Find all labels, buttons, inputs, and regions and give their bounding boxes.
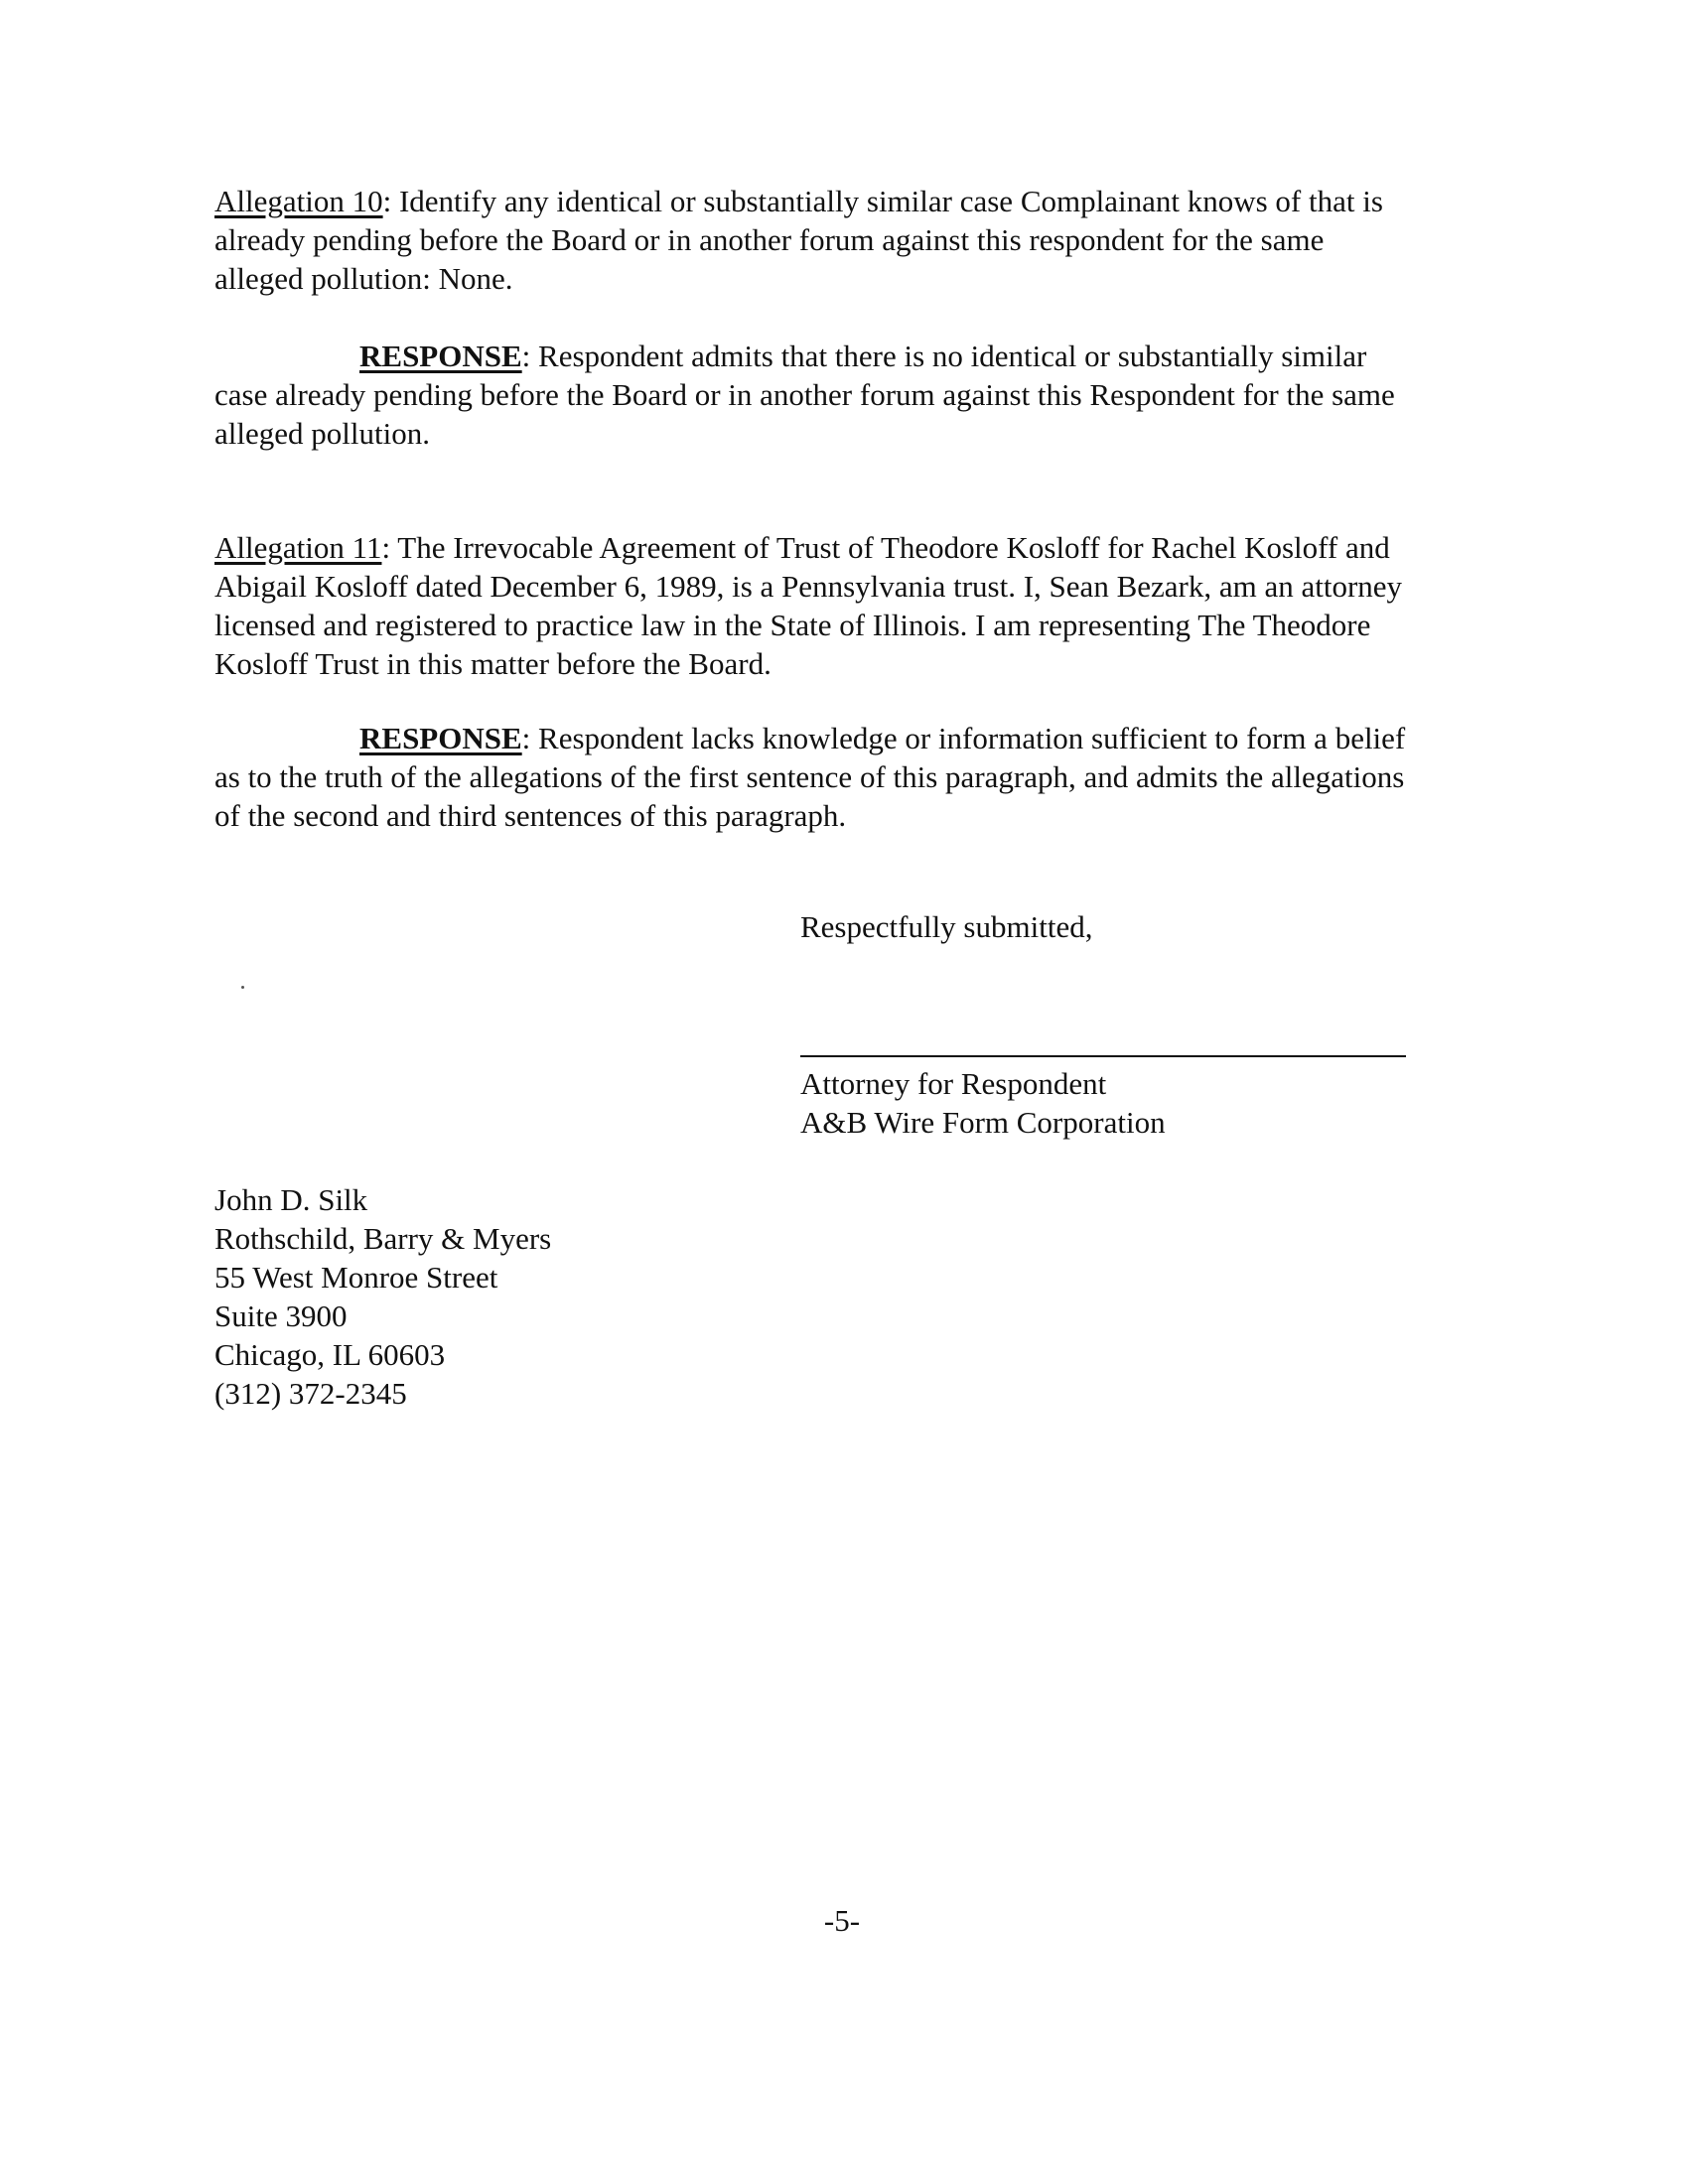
signature-title: Attorney for Respondent	[800, 1066, 1107, 1101]
allegation-10-paragraph	[214, 182, 1505, 298]
street-address: 55 West Monroe Street	[214, 1260, 498, 1295]
response-10-line-2: case already pending before the Board or in another forum against this Respondent for the same	[214, 377, 1395, 412]
response-11-line-2: as to the truth of the allegations of the first sentence of this paragraph, and admits the allegations	[214, 759, 1405, 794]
scan-artifact-dot	[241, 986, 244, 989]
response-11-line-1: RESPONSE: Respondent lacks knowledge or information sufficient to form a belief	[359, 721, 1406, 755]
allegation-11-label: Allegation 11	[214, 530, 382, 565]
allegation-11-line-3: licensed and registered to practice law in the State of Illinois. I am representing The Theodore	[214, 608, 1371, 642]
signature-company: A&B Wire Form Corporation	[800, 1105, 1166, 1140]
response-11-label: RESPONSE	[359, 721, 522, 755]
attorney-name: John D. Silk	[214, 1182, 368, 1217]
closing-salutation: Respectfully submitted,	[800, 909, 1093, 944]
allegation-11-line-2: Abigail Kosloff dated December 6, 1989, is a Pennsylvania trust. I, Sean Bezark, am an attorney	[214, 569, 1403, 604]
allegation-10-label: Allegation 10	[214, 184, 383, 218]
response-10-paragraph	[214, 337, 1505, 453]
suite: Suite 3900	[214, 1298, 348, 1333]
allegation-10-line-3: alleged pollution: None.	[214, 261, 513, 296]
response-10-label: RESPONSE	[359, 339, 522, 373]
allegation-11-line-1: Allegation 11: The Irrevocable Agreement of Trust of Theodore Kosloff for Rachel Kosloff and	[214, 530, 1390, 565]
allegation-11-paragraph	[214, 528, 1505, 683]
phone-number: (312) 372-2345	[214, 1376, 407, 1411]
response-10-line-1: RESPONSE: Respondent admits that there is no identical or substantially similar	[359, 339, 1367, 373]
allegation-11-line-4: Kosloff Trust in this matter before the Board.	[214, 646, 772, 681]
attorney-address-block	[214, 1180, 551, 1413]
signature-block	[800, 1064, 1166, 1142]
page-number: -5-	[823, 1903, 861, 1938]
law-firm: Rothschild, Barry & Myers	[214, 1221, 552, 1256]
allegation-10-line-2: already pending before the Board or in another forum against this respondent for the same	[214, 222, 1325, 257]
response-11-line-3: of the second and third sentences of this paragraph.	[214, 798, 847, 833]
response-10-line-3: alleged pollution.	[214, 416, 430, 451]
allegation-10-line-1: Allegation 10: Identify any identical or substantially similar case Complainant knows of that is	[214, 184, 1383, 218]
signature-line	[800, 1055, 1406, 1057]
city-state-zip: Chicago, IL 60603	[214, 1337, 446, 1372]
response-11-paragraph	[214, 719, 1505, 835]
